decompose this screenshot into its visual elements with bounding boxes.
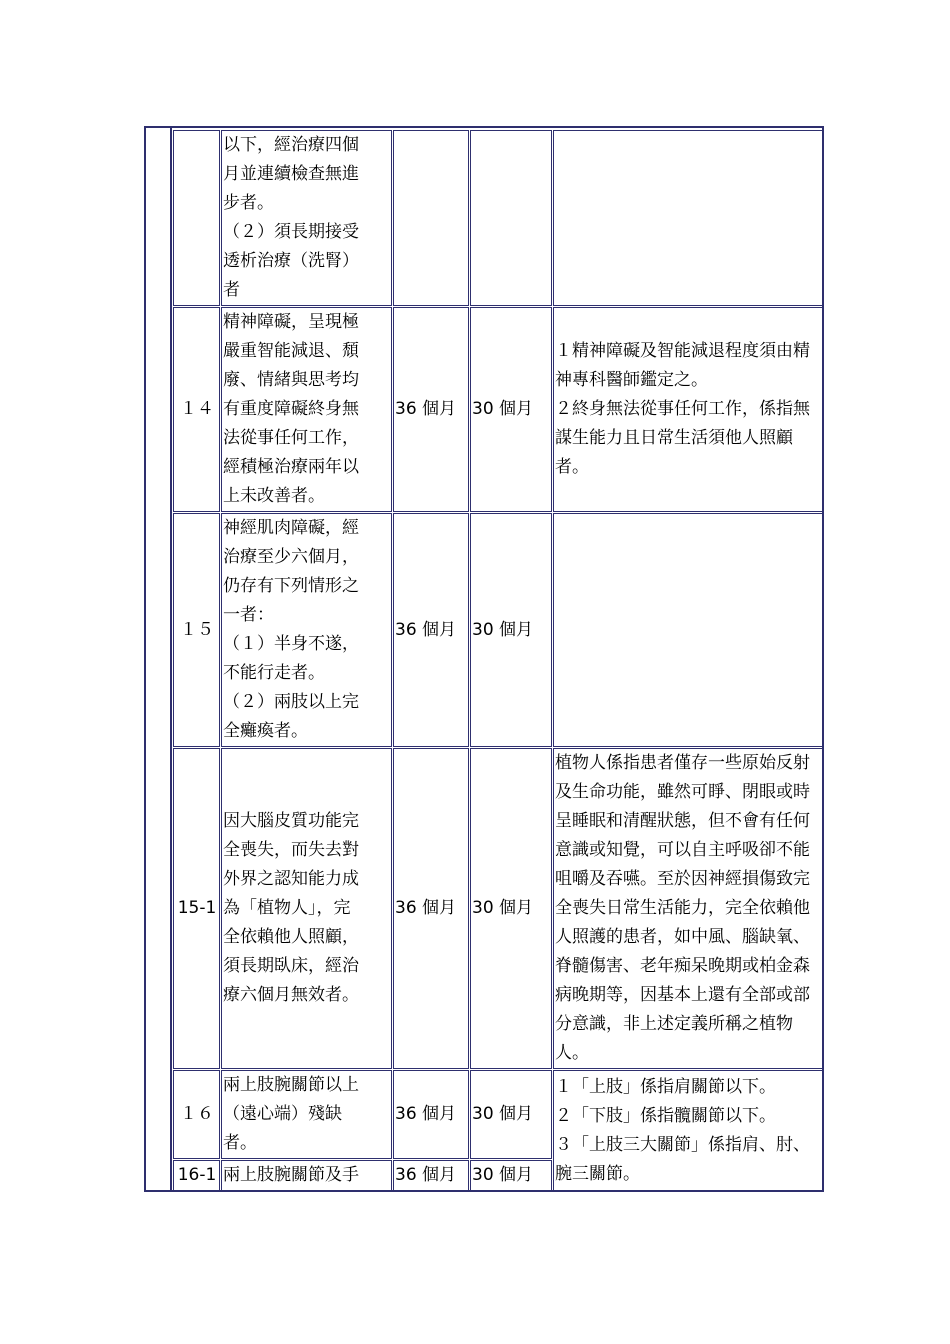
item-number: １５	[173, 513, 220, 747]
item-description	[221, 307, 392, 512]
description-line: 因大腦皮質功能完	[223, 811, 359, 831]
payment-period-2	[470, 130, 552, 306]
payment-period-2: 30 個月	[470, 1160, 552, 1191]
item-number	[173, 130, 220, 306]
description-line: 全依賴他人照顧，	[223, 927, 359, 947]
item-number: １６	[173, 1070, 220, 1159]
item-description	[221, 130, 392, 306]
payment-period-1: 36 個月	[393, 1070, 469, 1159]
item-number: １４	[173, 307, 220, 512]
description-line: 兩上肢腕關節以上	[223, 1075, 359, 1095]
note-paragraph: １精神障礙及智能減退程度須由精神專科醫師鑑定之。	[555, 341, 810, 390]
payment-period-2: 30 個月	[470, 513, 552, 747]
table-row	[173, 748, 824, 1069]
description-line: 廢、情緒與思考均	[223, 370, 359, 390]
payment-period-1: 36 個月	[393, 307, 469, 512]
description-line: 以下，經治療四個	[223, 135, 359, 155]
payment-period-1	[393, 130, 469, 306]
description-line: 月並連續檢查無進	[223, 164, 359, 184]
note-paragraph: ２終身無法從事任何工作，係指無謀生能力且日常生活須他人照顧者。	[555, 399, 810, 477]
description-line: 步者。	[223, 193, 274, 213]
payment-period-1: 36 個月	[393, 748, 469, 1069]
description-line: 者	[223, 280, 240, 300]
item-note	[553, 130, 824, 306]
item-description	[221, 748, 392, 1069]
description-line: 外界之認知能力成	[223, 869, 359, 889]
note-paragraph: １「上肢」係指肩關節以下。	[555, 1076, 776, 1097]
item-note	[553, 307, 824, 512]
description-line: 經積極治療兩年以	[223, 457, 359, 477]
item-note	[553, 748, 824, 1069]
description-line: （１）半身不遂，	[223, 634, 359, 654]
description-line: 全喪失，而失去對	[223, 840, 359, 860]
description-line: 者。	[223, 1133, 257, 1153]
payment-period-1: 36 個月	[393, 513, 469, 747]
item-number: 16-1	[173, 1160, 220, 1191]
note-paragraph: 植物人係指患者僅存一些原始反射及生命功能，雖然可睜、閉眼或時呈睡眠和清醒狀態，但不會有任何意識或知覺，可以自主呼吸卻不能咀嚼及吞嚥。至於因神經損傷致完全喪失日常生活能力，完全依賴他人照護的患者，如中風、腦缺氧、脊髓傷害、老年痴呆晚期或柏金森病晚期等，因基本上還有全部或部分意識，非上述定義所稱之植物人。	[555, 753, 810, 1063]
item-note	[553, 513, 824, 747]
description-line: 須長期臥床，經治	[223, 956, 359, 976]
item-description	[221, 1160, 392, 1191]
description-line: 精神障礙，呈現極	[223, 312, 359, 332]
payment-period-2: 30 個月	[470, 748, 552, 1069]
description-line: 有重度障礙終身無	[223, 399, 359, 419]
description-line: 不能行走者。	[223, 663, 325, 683]
note-paragraph: ３「上肢三大關節」係指肩、肘、腕三關節。	[555, 1134, 810, 1184]
disability-table-frame	[144, 126, 824, 1192]
table-row	[173, 1070, 824, 1159]
left-margin-column	[146, 128, 172, 1190]
description-line: 神經肌肉障礙，經	[223, 518, 359, 538]
item-note	[553, 1070, 824, 1191]
table-row	[173, 513, 824, 747]
disability-benefit-table	[172, 129, 824, 1192]
table-row	[173, 307, 824, 512]
payment-period-2: 30 個月	[470, 307, 552, 512]
payment-period-2: 30 個月	[470, 1070, 552, 1159]
description-line: 全癱瘓者。	[223, 721, 308, 741]
description-line: 仍存有下列情形之	[223, 576, 359, 596]
description-line: 嚴重智能減退、頹	[223, 341, 359, 361]
payment-period-1: 36 個月	[393, 1160, 469, 1191]
description-line: 治療至少六個月，	[223, 547, 359, 567]
item-description	[221, 513, 392, 747]
description-line: 為「植物人」，完	[223, 898, 351, 918]
description-line: 療六個月無效者。	[223, 985, 359, 1005]
description-line: （２）兩肢以上完	[223, 692, 359, 712]
note-paragraph: ２「下肢」係指髖關節以下。	[555, 1105, 776, 1126]
description-line: 透析治療（洗腎）	[223, 251, 359, 271]
description-line: （２）須長期接受	[223, 222, 359, 242]
description-line: 兩上肢腕關節及手	[223, 1165, 359, 1185]
table-row	[173, 130, 824, 306]
description-line: （遠心端）殘缺	[223, 1104, 342, 1124]
item-description	[221, 1070, 392, 1159]
description-line: 上未改善者。	[223, 486, 325, 506]
description-line: 法從事任何工作，	[223, 428, 359, 448]
description-line: 一者：	[223, 605, 274, 625]
item-number: 15-1	[173, 748, 220, 1069]
